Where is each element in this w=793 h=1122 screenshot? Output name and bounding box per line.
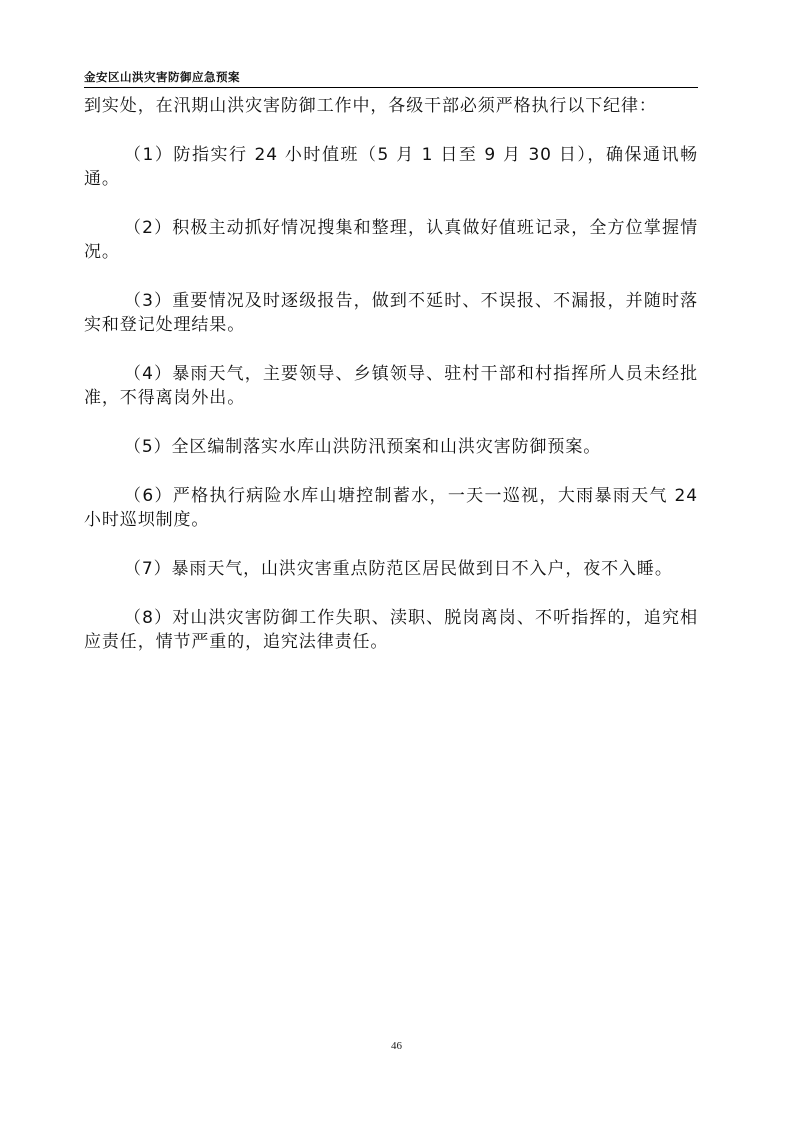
paragraph-item-4: （4）暴雨天气，主要领导、乡镇领导、驻村干部和村指挥所人员未经批准，不得离岗外出。: [84, 364, 698, 408]
paragraph-item-7: （7）暴雨天气，山洪灾害重点防范区居民做到日不入户，夜不入睡。: [124, 559, 673, 579]
paragraph-item-8: （8）对山洪灾害防御工作失职、渎职、脱岗离岗、不听指挥的，追究相应责任，情节严重的，追究法律责任。: [84, 608, 698, 652]
paragraph-item-6: （6）严格执行病险水库山塘控制蓄水，一天一巡视，大雨暴雨天气 24 小时巡坝制度。: [84, 486, 698, 530]
page-header: [84, 67, 698, 88]
paragraph-item-3: （3）重要情况及时逐级报告，做到不延时、不误报、不漏报，并随时落实和登记处理结果。: [84, 291, 698, 335]
paragraph-item-1: （1）防指实行 24 小时值班（5 月 1 日至 9 月 30 日），确保通讯畅通。: [84, 145, 698, 189]
document-body: [84, 94, 698, 679]
paragraph-item-2: （2）积极主动抓好情况搜集和整理，认真做好值班记录，全方位掌握情况。: [84, 218, 698, 262]
paragraph-intro: 到实处，在汛期山洪灾害防御工作中，各级干部必须严格执行以下纪律：: [84, 96, 657, 116]
document-title: 金安区山洪灾害防御应急预案: [84, 70, 240, 84]
paragraph-item-5: （5）全区编制落实水库山洪防汛预案和山洪灾害防御预案。: [124, 437, 602, 457]
page-number: 46: [391, 1040, 402, 1052]
